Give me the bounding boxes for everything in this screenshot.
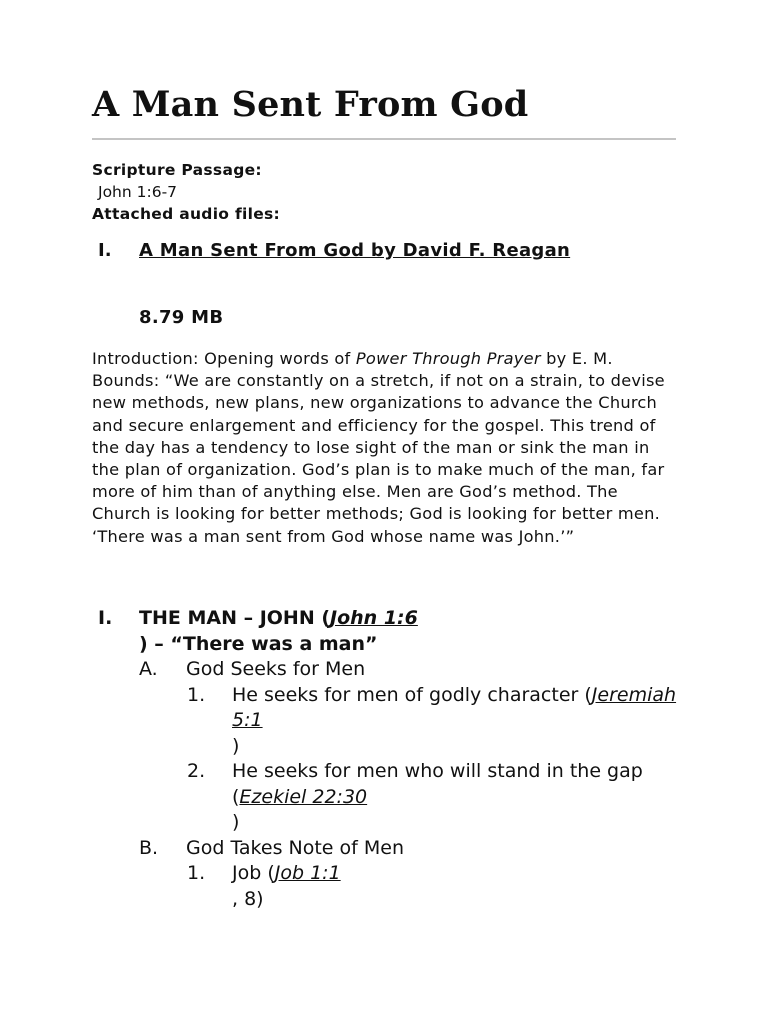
outline-subpoint xyxy=(92,759,692,836)
outline-section-1 xyxy=(92,606,692,657)
section-heading-suffix: ) – “There was a man” xyxy=(139,632,378,655)
scripture-link-john-1-6[interactable]: John 1:6 xyxy=(330,607,418,629)
sermon-outline xyxy=(92,606,692,912)
sermon-meta xyxy=(92,159,280,225)
scripture-link-job-1-1[interactable]: Job 1:1 xyxy=(274,862,341,884)
subpoint-marker: 1. xyxy=(187,862,206,884)
subpoint-close: ) xyxy=(232,734,240,757)
point-marker: A. xyxy=(139,658,158,680)
outline-point-b xyxy=(92,836,692,862)
audio-file-size: 8.79 MB xyxy=(139,307,224,328)
subpoint-text: Job ( xyxy=(232,862,275,884)
audio-files-label: Attached audio files: xyxy=(92,205,281,223)
audio-item-numeral: I. xyxy=(98,240,112,261)
scripture-link-jeremiah-5-1[interactable]: Jeremiah 5:1 xyxy=(232,683,677,731)
audio-file-link[interactable]: A Man Sent From God by David F. Reagan xyxy=(139,240,571,261)
outline-subpoint xyxy=(92,861,692,912)
intro-quote: by E. M. Bounds: “We are constantly on a stretch, if not on a strain, to devise new methods, new plans, new organizations to advance the Church and secure enlargement and efficiency for the gospel. This trend of the day has a tendency to lose sight of the man or sink the man in the plan of organization. God’s plan is to make much of the man, far more of him than of anything else. Men are God’s method. The Church is looking for better methods; God is looking for better men. ‘There was a man sent from God whose name was John.’” xyxy=(92,349,665,546)
book-title: Power Through Prayer xyxy=(355,349,541,368)
title-divider xyxy=(92,138,676,140)
introduction-paragraph xyxy=(92,348,682,548)
scripture-reference: John 1:6-7 xyxy=(98,183,178,201)
section-numeral: I. xyxy=(98,607,113,629)
subpoint-marker: 1. xyxy=(187,683,206,706)
subpoint-marker: 2. xyxy=(187,760,206,782)
subpoint-text: He seeks for men of godly character ( xyxy=(232,683,592,706)
subpoint-close: , 8) xyxy=(232,887,264,910)
intro-lead: Introduction: Opening words of xyxy=(92,349,356,368)
subpoint-close: ) xyxy=(232,811,240,833)
point-marker: B. xyxy=(139,836,159,859)
page-title: A Man Sent From God xyxy=(92,84,529,125)
scripture-label: Scripture Passage: xyxy=(92,161,262,179)
point-text: God Seeks for Men xyxy=(186,658,366,680)
subpoint-text: He seeks for men who will stand in the gap ( xyxy=(232,760,643,808)
outline-subpoint xyxy=(92,683,692,760)
point-text: God Takes Note of Men xyxy=(186,836,404,859)
outline-point-a xyxy=(92,657,692,683)
section-heading-prefix: THE MAN – JOHN ( xyxy=(139,607,331,629)
scripture-link-ezekiel-22-30[interactable]: Ezekiel 22:30 xyxy=(239,785,368,808)
